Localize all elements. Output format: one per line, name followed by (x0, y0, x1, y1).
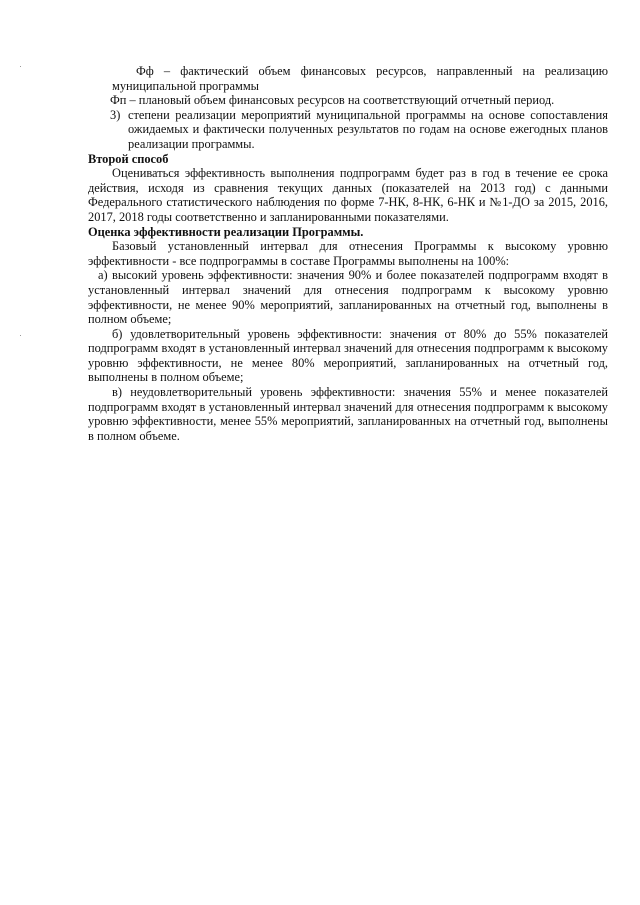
evaluation-intro-paragraph: Базовый установленный интервал для отнесения Программы к высокому уровню эффективности - все подпрограммы в составе Программы выполнены на 100%: (88, 239, 608, 268)
heading-second-method: Второй способ (88, 151, 169, 166)
heading-program-evaluation: Оценка эффективности реализации Программы. (88, 224, 364, 239)
second-method-paragraph: Оцениваться эффективность выполнения подпрограмм будет раз в год в течение ее срока действия, исходя из сравнения текущих данных (показателей на 2013 год) с данными Федерального статистического наблюдения по форме 7-НК, 8-НК, 6-НК и №1-ДО за 2015, 2016, 2017, 2018 годы соответственно и запланированными показателями. (88, 166, 608, 224)
formula-ff-definition: Фф – фактический объем финансовых ресурсов, направленный на реализацию муниципальной программы (112, 64, 608, 93)
scan-margin-mark (20, 335, 21, 336)
formula-fp-definition: Фп – плановый объем финансовых ресурсов на соответствующий отчетный период. (110, 93, 555, 108)
level-unsatisfactory-paragraph: в) неудовлетворительный уровень эффективности: значения 55% и менее показателей подпрограмм входят в установленный интервал значений для отнесения подпрограмм к высокому уровню эффективности, менее 55% мероприятий, запланированных на отчетный год, выполнены в полном объеме. (88, 385, 608, 443)
list-item-3 (88, 108, 608, 152)
level-high-paragraph: а) высокий уровень эффективности: значения 90% и более показателей подпрограмм входят в установленный интервал значений для отнесения подпрограмм к высокому уровню эффективности, не менее 90% мероприятий, запланированных на отчетный год, выполнены в полном объеме; (88, 268, 608, 327)
level-satisfactory-paragraph: б) удовлетворительный уровень эффективности: значения от 80% до 55% показателей подпрограмм входят в установленный интервал значений для отнесения подпрограмм к высокому уровню эффективности, не менее 80% мероприятий, запланированных на отчетный год, выполнены в полном объеме; (88, 326, 608, 385)
list-number: 3) (110, 107, 121, 122)
list-item-text: степени реализации мероприятий муниципальной программы на основе сопоставления ожидаемых и фактически полученных результатов по годам на основе ежегодных планов реализации программы. (128, 107, 608, 151)
scan-margin-mark (20, 66, 21, 67)
document-body (88, 64, 608, 443)
